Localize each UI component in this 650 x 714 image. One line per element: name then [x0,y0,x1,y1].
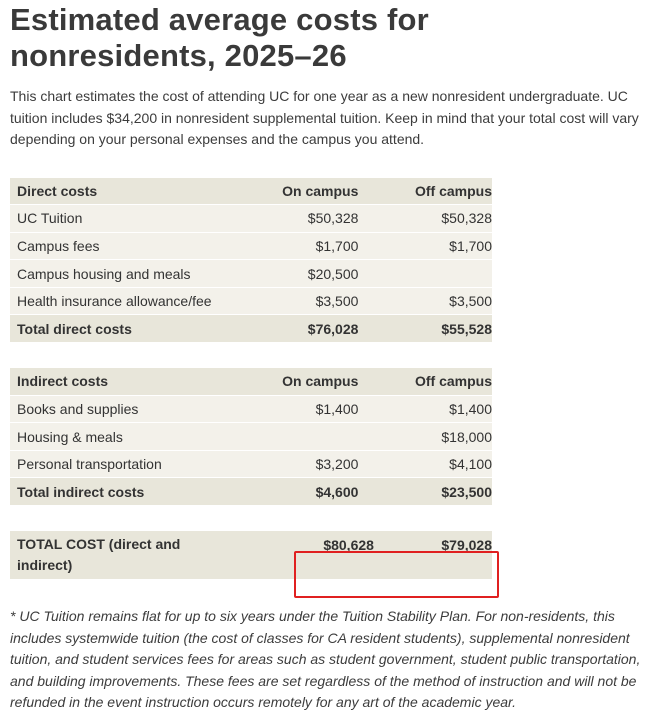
total-label: Total indirect costs [10,478,267,506]
grand-total-section [10,531,640,580]
total-row [10,478,492,506]
column-header-off-campus: Off campus [358,368,492,395]
grand-total-table [10,531,492,580]
row-label: Books and supplies [10,395,267,423]
total-label: Total direct costs [10,315,267,343]
off-campus-value: $3,500 [358,287,492,315]
page-title: Estimated average costs for nonresidents, 2025–26 [10,2,429,73]
direct-costs-table [10,178,492,344]
total-off-campus-value: $23,500 [358,478,492,506]
on-campus-value [267,423,358,451]
off-campus-value: $1,400 [358,395,492,423]
column-header-indirect-costs: Indirect costs [10,368,267,395]
grand-total-row [10,531,492,580]
footnote: * UC Tuition remains flat for up to six years under the Tuition Stability Plan. For non-residents, this includes systemwide tuition (the cost of classes for CA resident students), supplemental nonresident tuition, and student services fees for areas such as student government, student public transportation, and building improvements. These fees are set regardless of the method of instruction and will not be refunded in the event instruction occurs remotely for any art of the academic year. [10,608,641,711]
table-row [10,232,492,260]
on-campus-value: $3,200 [267,450,358,478]
grand-total-off-campus-value: $79,028 [374,531,492,580]
row-label: Personal transportation [10,450,267,478]
row-label: Campus housing and meals [10,260,267,288]
on-campus-value: $50,328 [267,205,358,233]
total-on-campus-value: $4,600 [267,478,358,506]
row-label: Housing & meals [10,423,267,451]
on-campus-value: $1,700 [267,232,358,260]
intro-text: This chart estimates the cost of attending UC for one year as a new nonresident undergraduate. UC tuition includes $34,200 in nonresident supplemental tuition. Keep in mind that your total cost will vary depending on your personal expenses and the campus you attend. [10,88,639,147]
table-row [10,395,492,423]
table-row [10,450,492,478]
on-campus-value: $20,500 [267,260,358,288]
on-campus-value: $1,400 [267,395,358,423]
total-off-campus-value: $55,528 [358,315,492,343]
table-row [10,260,492,288]
column-header-on-campus: On campus [267,178,358,205]
on-campus-value: $3,500 [267,287,358,315]
grand-total-on-campus-value: $80,628 [290,531,374,580]
off-campus-value [358,260,492,288]
column-header-direct-costs: Direct costs [10,178,267,205]
table-header-row [10,178,492,205]
column-header-on-campus: On campus [267,368,358,395]
off-campus-value: $18,000 [358,423,492,451]
indirect-costs-table [10,368,492,506]
off-campus-value: $1,700 [358,232,492,260]
row-label: UC Tuition [10,205,267,233]
row-label: Health insurance allowance/fee [10,287,267,315]
row-label: Campus fees [10,232,267,260]
total-on-campus-value: $76,028 [267,315,358,343]
off-campus-value: $4,100 [358,450,492,478]
table-row [10,287,492,315]
total-row [10,315,492,343]
column-header-off-campus: Off campus [358,178,492,205]
table-row [10,423,492,451]
table-header-row [10,368,492,395]
table-row [10,205,492,233]
off-campus-value: $50,328 [358,205,492,233]
grand-total-label: TOTAL COST (direct and indirect) [10,531,290,580]
